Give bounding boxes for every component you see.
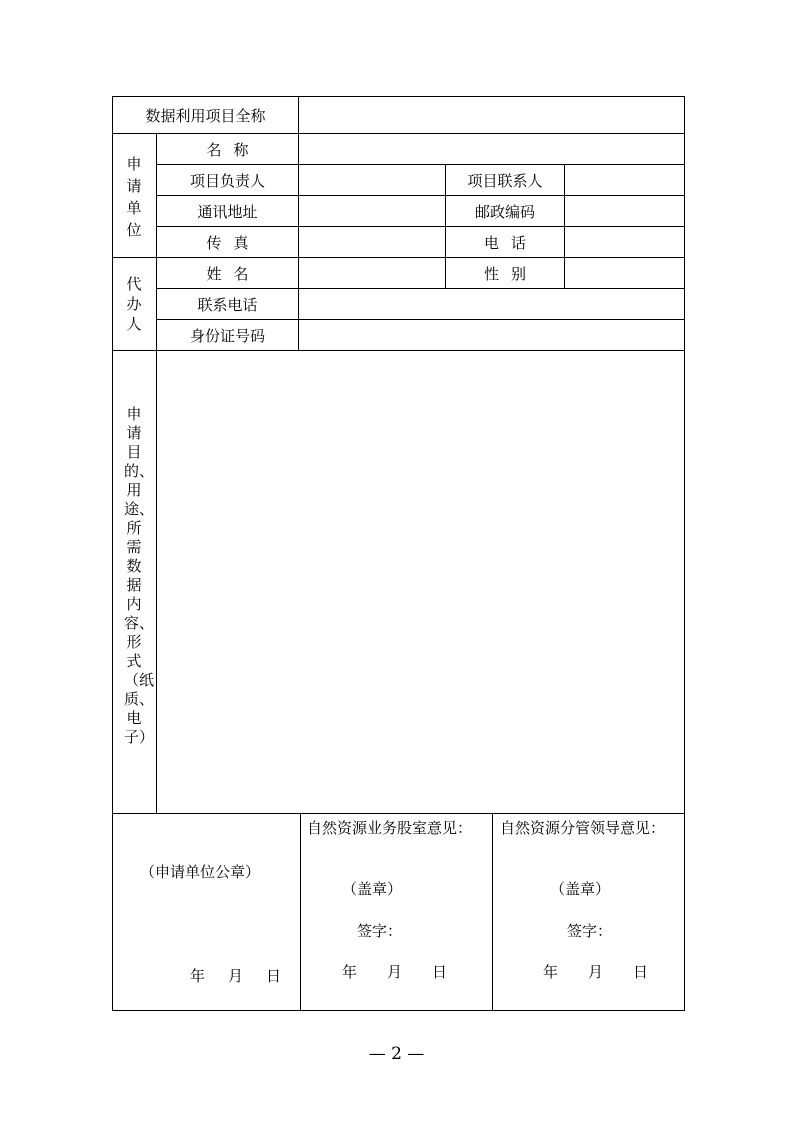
leader-seal-label: （盖章） bbox=[550, 880, 611, 898]
row-divider bbox=[112, 813, 685, 814]
address-field[interactable] bbox=[299, 196, 445, 226]
page-number: — 2 — bbox=[368, 1044, 425, 1064]
project-name-field[interactable] bbox=[299, 97, 684, 133]
table-border-bottom bbox=[112, 1010, 685, 1011]
purpose-label: 申请目的、用途、所需数据内容、形式（纸质、电子） bbox=[124, 405, 155, 746]
leader-opinion-title: 自然资源分管领导意见： bbox=[500, 819, 666, 837]
agent-gender-field[interactable] bbox=[565, 258, 684, 288]
agent-gender-label: 性别 bbox=[483, 264, 538, 283]
dept-date: 年 月 日 bbox=[342, 963, 448, 981]
postcode-label: 邮政编码 bbox=[474, 202, 535, 221]
agent-id-label: 身份证号码 bbox=[189, 326, 265, 345]
agent-name-label: 姓名 bbox=[206, 264, 261, 283]
agent-group-label: 代办人 bbox=[126, 275, 142, 333]
project-leader-label: 项目负责人 bbox=[189, 171, 265, 190]
col-divider bbox=[492, 813, 493, 1011]
agent-phone-label: 联系电话 bbox=[197, 295, 258, 314]
fax-field[interactable] bbox=[299, 227, 445, 257]
agent-id-field[interactable] bbox=[299, 320, 684, 350]
leader-date: 年 月 日 bbox=[543, 963, 649, 981]
project-name-label: 数据利用项目全称 bbox=[145, 106, 266, 125]
dept-opinion-title: 自然资源业务股室意见： bbox=[307, 819, 473, 837]
table-border-right bbox=[684, 96, 685, 1011]
address-label: 通讯地址 bbox=[197, 202, 258, 221]
project-contact-label: 项目联系人 bbox=[467, 171, 543, 190]
phone-field[interactable] bbox=[565, 227, 684, 257]
dept-sign-label: 签字： bbox=[357, 922, 403, 940]
project-contact-field[interactable] bbox=[565, 165, 684, 195]
leader-sign-label: 签字： bbox=[567, 922, 613, 940]
phone-label: 电话 bbox=[483, 233, 538, 252]
dept-seal-label: （盖章） bbox=[342, 880, 403, 898]
applicant-name-label: 名称 bbox=[206, 140, 261, 159]
fax-label: 传真 bbox=[206, 233, 261, 252]
applicant-seal-label: （申请单位公章） bbox=[140, 863, 261, 881]
postcode-field[interactable] bbox=[565, 196, 684, 226]
project-leader-field[interactable] bbox=[299, 165, 445, 195]
agent-name-field[interactable] bbox=[299, 258, 445, 288]
applicant-name-field[interactable] bbox=[299, 134, 684, 164]
col-divider bbox=[300, 813, 301, 1011]
applicant-group-label: 申请单位 bbox=[126, 155, 142, 239]
table-border-left bbox=[112, 96, 113, 1011]
applicant-seal-date: 年 月 日 bbox=[190, 967, 286, 985]
purpose-field[interactable] bbox=[157, 351, 684, 813]
agent-phone-field[interactable] bbox=[299, 289, 684, 319]
